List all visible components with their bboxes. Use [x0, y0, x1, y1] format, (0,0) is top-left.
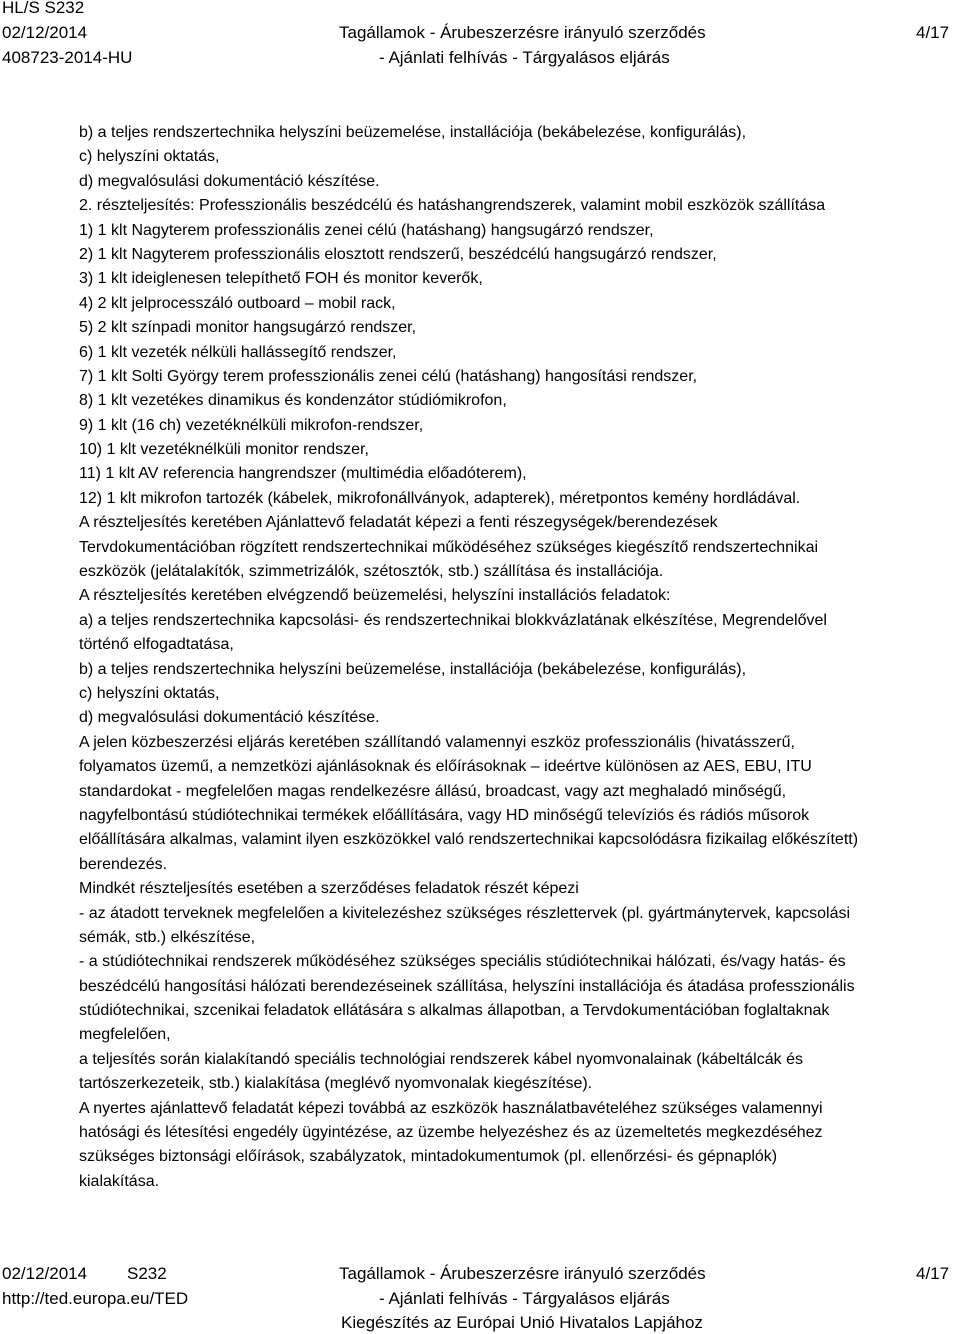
body-line: 5) 2 klt színpadi monitor hangsugárzó rendszer,: [79, 319, 417, 337]
body-line: beszédcélú hangosítási hálózati berendezéseinek szállítása, helyszíni installációja és átadása professzionális: [79, 977, 855, 995]
body-line: 2. részteljesítés: Professzionális beszédcélú és hatáshangrendszerek, valamint mobil eszközök szállítása: [79, 197, 826, 215]
header-page-number: 4/17: [916, 23, 950, 42]
body-line: A részteljesítés keretében elvégzendő beüzemelési, helyszíni installációs feladatok:: [79, 587, 671, 605]
body-line: Mindkét részteljesítés esetében a szerződéses feladatok részét képezi: [79, 880, 579, 898]
header-journal: HL/S S232: [2, 0, 85, 17]
body-line: 8) 1 klt vezetékes dinamikus és kondenzátor stúdiómikrofon,: [79, 392, 507, 410]
body-line: nagyfelbontású stúdiótechnikai termékek előállítására, vagy HD minőségű televíziós és rádiós műsorok: [79, 806, 810, 824]
body-line: hatósági és létesítési engedély ügyintézése, az üzembe helyezéshez és az üzemeltetés megkezdéséhez: [79, 1124, 823, 1142]
header-notice-id: 408723-2014-HU: [2, 48, 133, 67]
body-line: a) a teljes rendszertechnika kapcsolási- és rendszertechnikai blokkvázlatának elkészítése, Megrendelővel: [79, 611, 827, 629]
body-line: 7) 1 klt Solti György terem professzionális zenei célú (hatáshang) hangosítási rendszer,: [79, 367, 698, 385]
footer-date: 02/12/2014: [2, 1264, 88, 1283]
body-line: előállítására alkalmas, valamint ilyen eszközökkel való rendszertechnikai kapcsolódásra fizikailag előkészített): [79, 831, 859, 849]
header-title-line2: - Ajánlati felhívás - Tárgyalásos eljárás: [379, 48, 670, 67]
body-line: berendezés.: [79, 855, 168, 873]
body-line: A nyertes ajánlattevő feladatát képezi továbbá az eszközök használatbavételéhez szükséges valamennyi: [79, 1099, 823, 1117]
body-line: 12) 1 klt mikrofon tartozék (kábelek, mikrofonállványok, adapterek), méretpontos kemény hordládával.: [79, 489, 801, 507]
body-line: d) megvalósulási dokumentáció készítése.: [79, 172, 380, 190]
body-line: 2) 1 klt Nagyterem professzionális elosztott rendszerű, beszédcélú hangsugárzó rendszer,: [79, 245, 717, 263]
footer-series: S232: [127, 1264, 167, 1283]
footer-title-line2: - Ajánlati felhívás - Tárgyalásos eljárás: [379, 1289, 670, 1308]
footer-title-line1: Tagállamok - Árubeszerzésre irányuló szerződés: [339, 1264, 706, 1283]
body-line: sémák, stb.) elkészítése,: [79, 928, 256, 946]
body-line: folyamatos üzemű, a nemzetközi ajánlásoknak és előírásoknak – ideértve különösen az AES, EBU, ITU: [79, 758, 812, 776]
body-line: tartószerkezeteik, stb.) kialakítása (meglévő nyomvonalak kiegészítése).: [79, 1075, 593, 1093]
body-line: b) a teljes rendszertechnika helyszíni beüzemelése, installációja (bekábelezése, konfigurálás),: [79, 124, 747, 141]
header-title-line1: Tagállamok - Árubeszerzésre irányuló szerződés: [339, 23, 706, 42]
footer-url[interactable]: http://ted.europa.eu/TED: [2, 1289, 189, 1308]
body-line: d) megvalósulási dokumentáció készítése.: [79, 709, 380, 727]
body-line: 6) 1 klt vezeték nélküli hallássegítő rendszer,: [79, 343, 397, 361]
body-line: 11) 1 klt AV referencia hangrendszer (multimédia előadóterem),: [79, 465, 527, 483]
body-line: történő elfogadtatása,: [79, 636, 234, 654]
body-line: eszközök (jelátalakítók, szimmetrizálók, szétosztók, stb.) szállítása és installációja.: [79, 563, 664, 581]
body-line: stúdiótechnikai, szcenikai feladatok ellátására s alkalmas állapotban, a Tervdokumentációban foglaltaknak: [79, 1002, 830, 1020]
body-line: standardokat - megfelelően magas rendelkezésre állású, broadcast, vagy azt meghaladó minőségű,: [79, 782, 787, 800]
footer-page-number: 4/17: [916, 1264, 950, 1283]
body-line: b) a teljes rendszertechnika helyszíni beüzemelése, installációja (bekábelezése, konfigurálás),: [79, 660, 747, 678]
body-line: kialakítása.: [79, 1172, 160, 1190]
body-line: Tervdokumentációban rögzített rendszertechnikai működéséhez szükséges kiegészítő rendszertechnikai: [79, 538, 819, 556]
header-date: 02/12/2014: [2, 23, 88, 42]
body-line: 10) 1 klt vezetéknélküli monitor rendszer,: [79, 441, 369, 459]
body-line: 3) 1 klt ideiglenesen telepíthető FOH és monitor keverők,: [79, 270, 483, 288]
body-line: c) helyszíni oktatás,: [79, 684, 220, 702]
body-line: szükséges biztonsági előírások, szabályzatok, mintadokumentumok (pl. ellenőrzési- és gépnaplók): [79, 1148, 778, 1166]
body-line: 4) 2 klt jelprocesszáló outboard – mobil rack,: [79, 294, 396, 312]
document-body: [79, 121, 939, 1194]
body-line: c) helyszíni oktatás,: [79, 148, 220, 166]
body-line: megfelelően,: [79, 1026, 171, 1044]
footer-title-line3: Kiegészítés az Európai Unió Hivatalos Lapjához: [341, 1313, 703, 1332]
body-line: - a stúdiótechnikai rendszerek működéséhez szükséges speciális stúdiótechnikai hálózati, és/vagy hatás- és: [79, 953, 846, 971]
body-line: A részteljesítés keretében Ajánlattevő feladatát képezi a fenti részegységek/berendezések: [79, 514, 718, 532]
body-line: 9) 1 klt (16 ch) vezetéknélküli mikrofon-rendszer,: [79, 416, 424, 434]
body-line: a teljesítés során kialakítandó speciális technológiai rendszerek kábel nyomvonalainak (kábeltálcák és: [79, 1050, 803, 1068]
body-line: - az átadott terveknek megfelelően a kivitelezéshez szükséges részlettervek (pl. gyártmánytervek, kapcsolási: [79, 904, 851, 922]
body-line: 1) 1 klt Nagyterem professzionális zenei célú (hatáshang) hangsugárzó rendszer,: [79, 221, 654, 239]
body-line: A jelen közbeszerzési eljárás keretében szállítandó valamennyi eszköz professzionális (hivatásszerű,: [79, 733, 795, 751]
